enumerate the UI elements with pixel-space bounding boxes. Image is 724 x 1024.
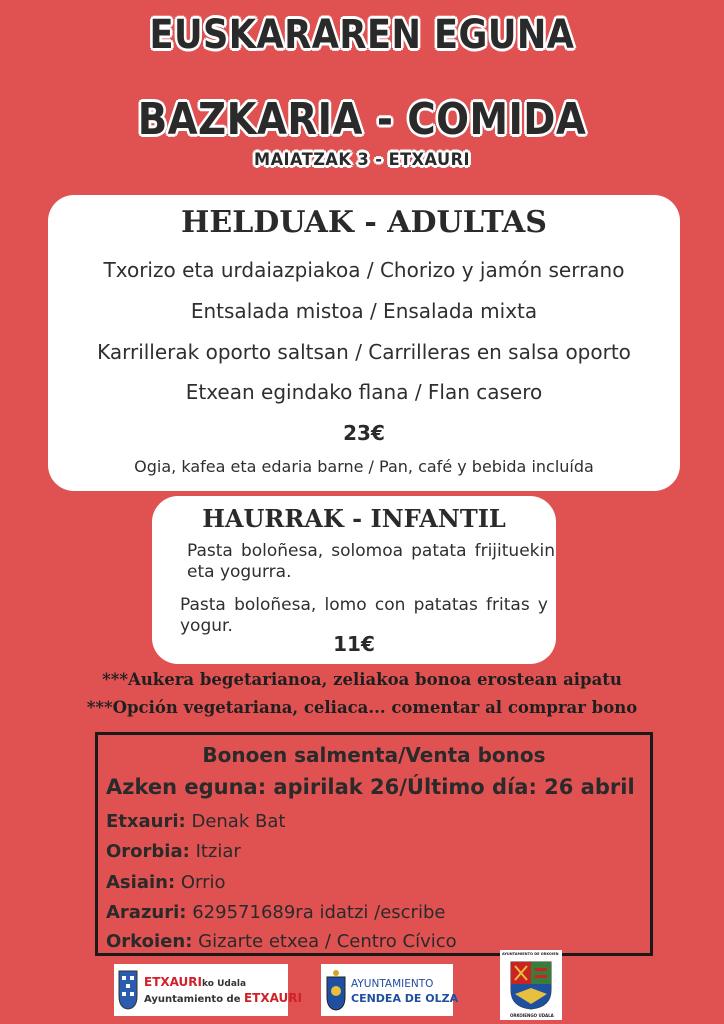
child-menu-desc-es: Pasta boloñesa, lomo con patatas fritas y yogur. bbox=[180, 595, 548, 636]
sale-location: Arazuri: 629571689ra idatzi /escribe bbox=[106, 902, 446, 923]
etxauri-logo bbox=[114, 964, 302, 1016]
etxauri-shield-icon bbox=[118, 970, 138, 1010]
event-date-place: MAIATZAK 3 - ETXAURI bbox=[254, 150, 470, 170]
bonos-box bbox=[95, 732, 653, 956]
adult-menu-note: Ogia, kafea eta edaria barne / Pan, café y bebida incluída bbox=[134, 457, 594, 476]
adult-menu-item: Etxean egindako flana / Flan casero bbox=[185, 380, 543, 404]
event-subtitle: BAZKARIA - COMIDA bbox=[137, 94, 587, 145]
adult-menu-item: Txorizo eta urdaiazpiakoa / Chorizo y jamón serrano bbox=[103, 258, 625, 282]
sale-location: Etxauri: Denak Bat bbox=[106, 811, 286, 832]
adult-menu-item: Karrillerak oporto saltsan / Carrilleras en salsa oporto bbox=[97, 340, 631, 364]
child-menu-price: 11€ bbox=[333, 632, 375, 656]
orkoien-logo bbox=[500, 950, 562, 1020]
olza-logo-text-1: AYUNTAMIENTO bbox=[351, 978, 434, 990]
sale-location: Ororbia: Itziar bbox=[106, 841, 241, 862]
orkoien-shield-icon bbox=[509, 960, 553, 1010]
etxauri-logo-text-2: Ayuntamiento de ETXAURI bbox=[144, 991, 302, 1005]
adult-menu-item: Entsalada mistoa / Ensalada mixta bbox=[190, 299, 538, 323]
olza-logo-text-2: CENDEA DE OLZA bbox=[351, 992, 459, 1005]
notice-eu: ***Aukera begetarianoa, zeliakoa bonoa erostean aipatu bbox=[102, 670, 622, 689]
bonos-last-day: Azken eguna: apirilak 26/Último día: 26 abril bbox=[106, 775, 635, 799]
child-menu-desc-eu: Pasta boloñesa, solomoa patata frijituekin eta yogurra. bbox=[187, 541, 555, 582]
child-menu-title: HAURRAK - INFANTIL bbox=[202, 504, 506, 533]
orkoien-logo-text-top: AYUNTAMIENTO DE ORKOIEN bbox=[502, 952, 559, 956]
olza-logo bbox=[321, 964, 459, 1016]
adult-menu-price: 23€ bbox=[343, 421, 385, 445]
bonos-heading: Bonoen salmenta/Venta bonos bbox=[202, 743, 546, 767]
olza-shield-icon bbox=[325, 969, 347, 1011]
sale-location: Asiain: Orrio bbox=[106, 872, 226, 893]
event-title: EUSKARAREN EGUNA bbox=[149, 12, 575, 58]
adult-menu-title: HELDUAK - ADULTAS bbox=[181, 205, 547, 240]
etxauri-logo-text-1: ETXAURIko Udala bbox=[144, 975, 247, 989]
notice-es: ***Opción vegetariana, celiaca... comentar al comprar bono bbox=[86, 698, 638, 717]
sale-location: Orkoien: Gizarte etxea / Centro Cívico bbox=[106, 931, 457, 952]
adult-menu-card bbox=[48, 195, 680, 491]
orkoien-logo-text-bottom: ORKOIENGO UDALA bbox=[510, 1013, 554, 1018]
child-menu-card bbox=[152, 496, 556, 664]
